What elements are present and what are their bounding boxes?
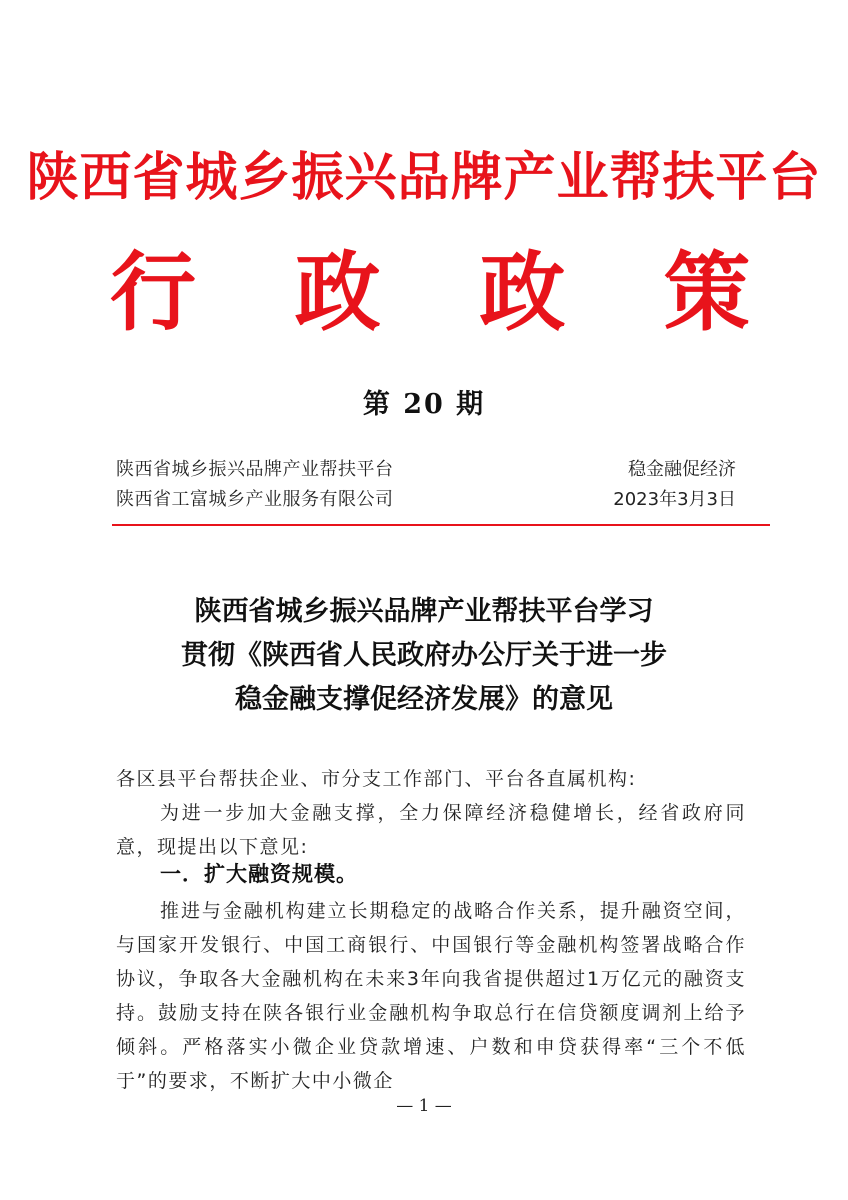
meta-row-2 bbox=[116, 487, 736, 513]
salutation: 各区县平台帮扶企业、市分支工作部门、平台各直属机构: bbox=[116, 768, 637, 790]
issue-date: 2023年3月3日 bbox=[613, 489, 736, 510]
issuer-2: 陕西省工富城乡产业服务有限公司 bbox=[116, 489, 394, 510]
doc-type-char-3: 政 bbox=[479, 242, 566, 343]
header-org-title: 陕西省城乡振兴品牌产业帮扶平台 bbox=[26, 147, 822, 208]
page-number: — 1 — bbox=[396, 1096, 452, 1116]
section-1-paragraph: 推进与金融机构建立长期稳定的战略合作关系，提升融资空间，与国家开发银行、中国工商银行、中国银行等金融机构签署战略合作协议，争取各大金融机构在未来3年向我省提供超过1万亿元的融资支持。鼓励支持在陕各银行业金融机构争取总行在信贷额度调剂上给予倾斜。严格落实小微企业贷款增速、户数和申贷获得率“三个不低于”的要求，不断扩大中小微企 bbox=[116, 900, 746, 1092]
intro-paragraph: 为进一步加大金融支撑，全力保障经济稳健增长，经省政府同意，现提出以下意见: bbox=[116, 802, 746, 858]
document-title bbox=[0, 590, 848, 722]
doc-type-char-4: 策 bbox=[663, 242, 750, 343]
header-doc-type bbox=[110, 243, 750, 343]
doc-type-char-1: 行 bbox=[110, 242, 196, 343]
doc-type-char-2: 政 bbox=[294, 242, 381, 343]
section-1-block bbox=[116, 894, 746, 1098]
topic: 稳金融促经济 bbox=[628, 459, 736, 480]
document-title-line-3: 稳金融支撑促经济发展》的意见 bbox=[235, 684, 613, 715]
red-divider bbox=[112, 524, 770, 526]
document-title-line-1: 陕西省城乡振兴品牌产业帮扶平台学习 bbox=[194, 596, 654, 627]
document-title-line-2: 贯彻《陕西省人民政府办公厅关于进一步 bbox=[181, 640, 667, 671]
meta-row-1 bbox=[116, 457, 736, 483]
issue-number: 第 20 期 bbox=[362, 389, 486, 420]
issuer-1: 陕西省城乡振兴品牌产业帮扶平台 bbox=[116, 459, 394, 480]
salutation-block bbox=[116, 762, 746, 864]
section-1-heading: 一．扩大融资规模。 bbox=[160, 862, 358, 886]
